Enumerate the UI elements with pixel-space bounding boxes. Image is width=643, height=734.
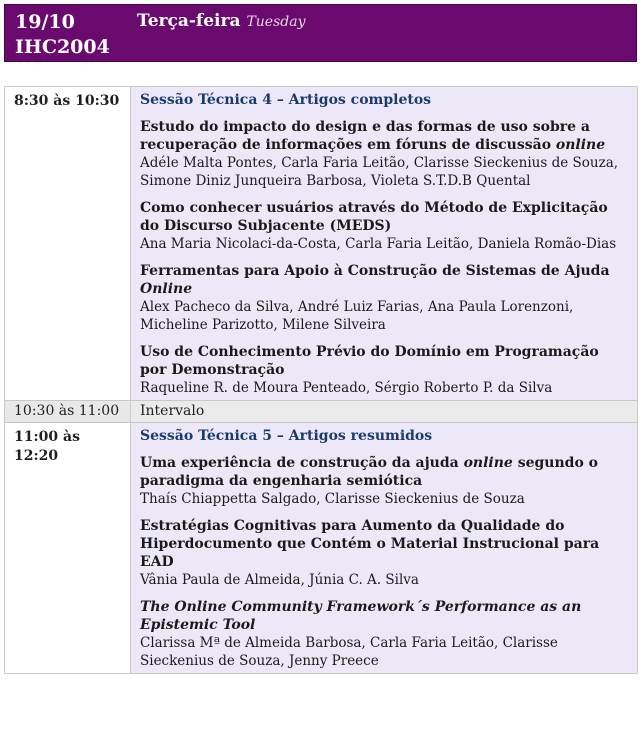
schedule-row-session-5 — [5, 423, 637, 673]
session-title: Sessão Técnica 4 – Artigos completos — [140, 92, 432, 108]
paper-authors: Clarissa Mª de Almeida Barbosa, Carla Faria Leitão, Clarisse Sieckenius de Souza, Jenny Preece — [140, 635, 558, 669]
paper-item — [140, 517, 628, 589]
paper-item — [140, 262, 628, 334]
break-label: Intervalo — [131, 401, 637, 422]
conference-name: IHC2004 — [15, 36, 110, 58]
paper-authors: Raqueline R. de Moura Penteado, Sérgio Roberto P. da Silva — [140, 380, 553, 396]
paper-authors: Adéle Malta Pontes, Carla Faria Leitão, Clarisse Sieckenius de Souza, Simone Diniz Junqueira Barbosa, Violeta S.T.D.B Quental — [140, 155, 619, 189]
paper-title: Ferramentas para Apoio à Construção de Sistemas de Ajuda Online — [140, 263, 610, 297]
session-content — [131, 87, 637, 400]
paper-title: Uma experiência de construção da ajuda online segundo o paradigma da engenharia semiótica — [140, 455, 598, 489]
time-slot: 8:30 às 10:30 — [5, 87, 131, 400]
schedule-row-session-4 — [5, 87, 637, 401]
day-portuguese: Terça-feira — [137, 11, 241, 31]
paper-item — [140, 118, 628, 190]
paper-item — [140, 199, 628, 253]
paper-title: The Online Community Framework´s Performance as an Epistemic Tool — [140, 599, 582, 633]
time-slot: 11:00 às 12:20 — [5, 423, 131, 673]
paper-authors: Vânia Paula de Almeida, Júnia C. A. Silva — [140, 572, 419, 588]
paper-title: Como conhecer usuários através do Método de Explicitação do Discurso Subjacente (MEDS) — [140, 200, 608, 234]
page-header — [4, 4, 637, 62]
paper-item — [140, 343, 628, 397]
time-slot: 10:30 às 11:00 — [5, 401, 131, 422]
day-title — [137, 11, 306, 31]
schedule-table — [4, 86, 638, 674]
paper-item — [140, 454, 628, 508]
paper-authors: Alex Pacheco da Silva, André Luiz Farias, Ana Paula Lorenzoni, Micheline Parizotto, Milene Silveira — [140, 299, 574, 333]
paper-title: Uso de Conhecimento Prévio do Domínio em Programação por Demonstração — [140, 344, 599, 378]
day-english: Tuesday — [246, 14, 306, 30]
header-date: 19/10 — [15, 11, 75, 33]
paper-title: Estudo do impacto do design e das formas de uso sobre a recuperação de informações em fóruns de discussão online — [140, 119, 606, 153]
session-content — [131, 423, 637, 673]
paper-authors: Ana Maria Nicolaci-da-Costa, Carla Faria Leitão, Daniela Romão-Dias — [140, 236, 617, 252]
paper-title: Estratégias Cognitivas para Aumento da Qualidade do Hiperdocumento que Contém o Material Instrucional para EAD — [140, 518, 600, 570]
schedule-row-break — [5, 401, 637, 423]
session-title: Sessão Técnica 5 – Artigos resumidos — [140, 428, 433, 444]
paper-authors: Thaís Chiappetta Salgado, Clarisse Sieckenius de Souza — [140, 491, 525, 507]
paper-item — [140, 598, 628, 670]
